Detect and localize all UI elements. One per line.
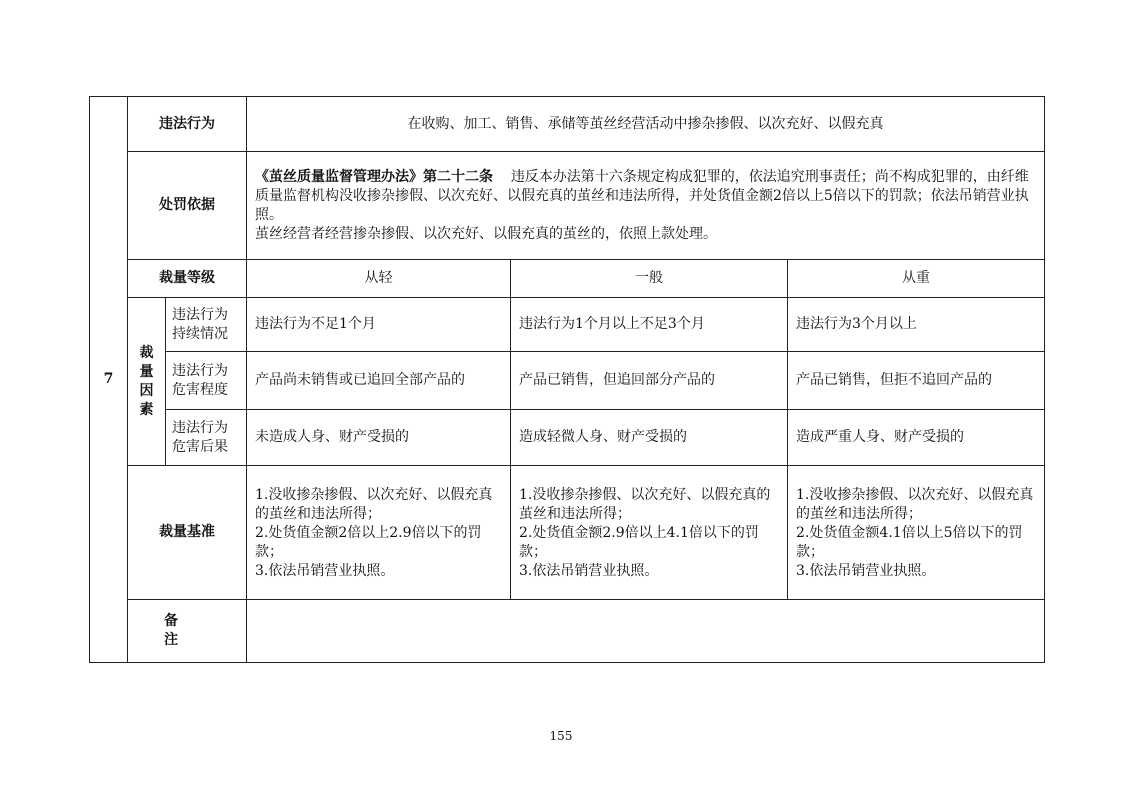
factor-normal: 产品已销售，但追回部分产品的	[511, 352, 788, 410]
factor-light: 未造成人身、财产受损的	[247, 410, 511, 466]
factor-heavy: 违法行为3个月以上	[788, 298, 1045, 352]
standard-line: 1.没收掺杂掺假、以次充好、以假充真的茧丝和违法所得；	[255, 487, 493, 522]
item-number: 7	[90, 97, 128, 663]
standard-line: 1.没收掺杂掺假、以次充好、以假充真的茧丝和违法所得；	[519, 487, 771, 522]
standard-line: 3.依法吊销营业执照。	[519, 563, 659, 579]
basis-law-title: 《茧丝质量监督管理办法》第二十二条	[255, 168, 493, 185]
factors-label-char: 因	[139, 382, 154, 399]
notes-row	[90, 600, 1045, 663]
standard-light	[247, 466, 511, 600]
levels-label: 裁量等级	[128, 260, 247, 298]
level-normal: 一般	[511, 260, 788, 298]
factor-heavy: 产品已销售，但拒不追回产品的	[788, 352, 1045, 410]
level-light: 从轻	[247, 260, 511, 298]
standard-label: 裁量基准	[128, 466, 247, 600]
levels-row	[90, 260, 1045, 298]
factors-label-char: 素	[139, 401, 154, 418]
standard-heavy	[788, 466, 1045, 600]
factors-label-char: 量	[139, 363, 154, 380]
factor-name-line: 违法行为	[172, 362, 228, 379]
factor-name	[166, 298, 247, 352]
violation-label: 违法行为	[128, 97, 247, 152]
standard-normal	[511, 466, 788, 600]
standard-line: 3.依法吊销营业执照。	[255, 563, 395, 579]
factor-name	[166, 352, 247, 410]
standard-line: 2.处货值金额2倍以上2.9倍以下的罚款；	[255, 525, 482, 560]
factor-row	[90, 352, 1045, 410]
basis-text	[247, 152, 1045, 260]
factors-label-char: 裁	[139, 344, 154, 361]
standard-line: 2.处货值金额4.1倍以上5倍以下的罚款；	[796, 525, 1023, 560]
factor-light: 产品尚未销售或已追回全部产品的	[247, 352, 511, 410]
page-number: 155	[549, 729, 573, 743]
violation-row	[90, 97, 1045, 152]
factor-name-line: 危害程度	[172, 381, 228, 398]
basis-paragraph-2: 茧丝经营者经营掺杂掺假、以次充好、以假充真的茧丝的，依照上款处理。	[255, 225, 717, 242]
factor-normal: 违法行为1个月以上不足3个月	[511, 298, 788, 352]
factor-name-line: 危害后果	[172, 438, 228, 455]
factor-name	[166, 410, 247, 466]
factor-name-line: 持续情况	[172, 325, 228, 342]
standard-line: 1.没收掺杂掺假、以次充好、以假充真的茧丝和违法所得；	[796, 487, 1034, 522]
basis-row	[90, 152, 1045, 260]
factor-heavy: 造成严重人身、财产受损的	[788, 410, 1045, 466]
basis-label: 处罚依据	[128, 152, 247, 260]
level-heavy: 从重	[788, 260, 1045, 298]
factors-label	[128, 298, 166, 466]
standard-line: 2.处货值金额2.9倍以上4.1倍以下的罚款；	[519, 525, 759, 560]
factor-row	[90, 410, 1045, 466]
factor-normal: 造成轻微人身、财产受损的	[511, 410, 788, 466]
factor-light: 违法行为不足1个月	[247, 298, 511, 352]
notes-label: 备注	[128, 600, 247, 663]
penalty-table	[89, 96, 1045, 663]
standard-line: 3.依法吊销营业执照。	[796, 563, 936, 579]
violation-text: 在收购、加工、销售、承储等茧丝经营活动中掺杂掺假、以次充好、以假充真	[247, 97, 1045, 152]
factor-row	[90, 298, 1045, 352]
factor-name-line: 违法行为	[172, 419, 228, 436]
notes-text	[247, 600, 1045, 663]
basis-paragraph-1: 违反本办法第十六条规定构成犯罪的，依法追究刑事责任；尚不构成犯罪的，由纤维质量监督机构没收掺杂掺假、以次充好、以假充真的茧丝和违法所得，并处货值金额2倍以上5倍以下的罚款；依法吊销营业执照。	[255, 168, 1029, 223]
standard-row	[90, 466, 1045, 600]
factor-name-line: 违法行为	[172, 306, 228, 323]
